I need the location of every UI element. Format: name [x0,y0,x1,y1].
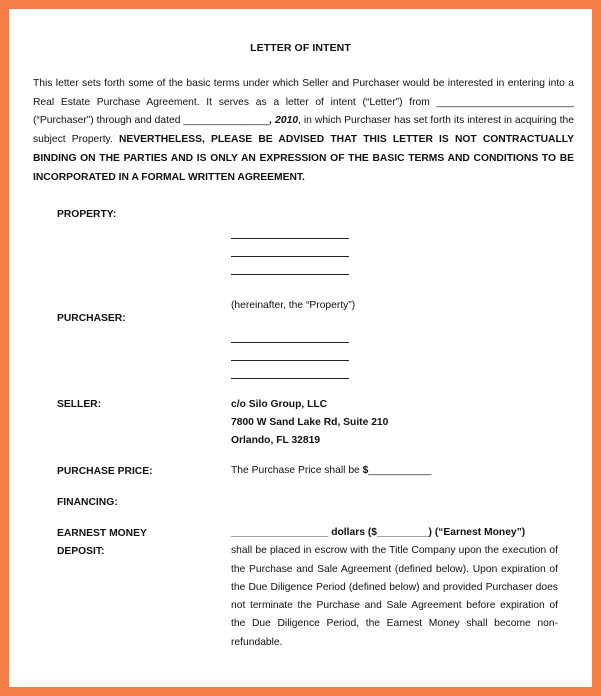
seller-address: 7800 W Sand Lake Rd, Suite 210 [231,417,389,428]
earnest-term: ) (“Earnest Money”) [428,527,526,538]
seller-city: Orlando, FL 32819 [231,435,321,446]
earnest-blank: _________________ [231,527,329,538]
purchaser-line-2 [231,360,349,361]
purchase-price-text: The Purchase Price shall be [231,465,363,476]
purchaser-blank: ________________________ [436,96,574,108]
earnest-money-text: shall be placed in escrow with the Title Company upon the execution of the Purchase and Sale Agreement (defined below). Upon expiration of the Due Diligence Period (defined below) and provided Purchaser does not terminate the Purchase and Sale Agreement before expiration of the Due Diligence Period, the Earnest Money shall become non-refundable. [231,545,558,648]
intro-text-2: (“Purchaser”) through and dated [33,115,184,127]
dollar-sign: $ [362,465,369,476]
price-blank: ___________ [368,465,432,476]
date-blank: _______________ [183,115,270,127]
property-line-2 [231,256,349,257]
disclaimer-text: NEVERTHELESS, PLEASE BE ADVISED THAT THIS LETTER IS NOT CONTRACTUALLY BINDING ON THE PARTIES AND IS ONLY AN EXPRESSION OF THE BASIC TERMS AND CONDITIONS TO BE INCORPORATED IN A FORMAL WRITTEN AGREEMENT. [33,134,574,183]
seller-label: SELLER: [57,399,102,410]
purchase-price-value [231,462,431,480]
seller-name: c/o Silo Group, LLC [231,399,328,410]
property-label: PROPERTY: [57,209,117,220]
earnest-dollars: dollars ($ [328,527,377,538]
earnest-money-label: EARNEST MONEY [57,528,147,539]
deposit-label: DEPOSIT: [57,546,105,557]
financing-label: FINANCING: [57,497,118,508]
purchase-price-label: PURCHASE PRICE: [57,466,153,477]
year-text: , 2010 [269,115,299,127]
earnest-money-paragraph [231,524,558,652]
intro-text-3: , in which Purchaser has set forth its interest in acquiring the subject Property. [33,115,574,146]
property-note: (hereinafter, the “Property”) [231,300,356,311]
document-page [9,9,592,687]
purchaser-line-3 [231,378,349,379]
intro-text-1: This letter sets forth some of the basic terms under which Seller and Purchaser would be interested in entering into a Real Estate Purchase Agreement. It serves as a letter of intent (“Letter”) from [33,78,574,108]
property-line-1 [231,238,349,239]
document-title: LETTER OF INTENT [250,42,351,54]
earnest-blank-2: _________ [377,527,429,538]
purchaser-label: PURCHASER: [57,313,126,324]
property-line-3 [231,274,349,275]
purchaser-line-1 [231,342,349,343]
intro-paragraph [33,75,574,187]
